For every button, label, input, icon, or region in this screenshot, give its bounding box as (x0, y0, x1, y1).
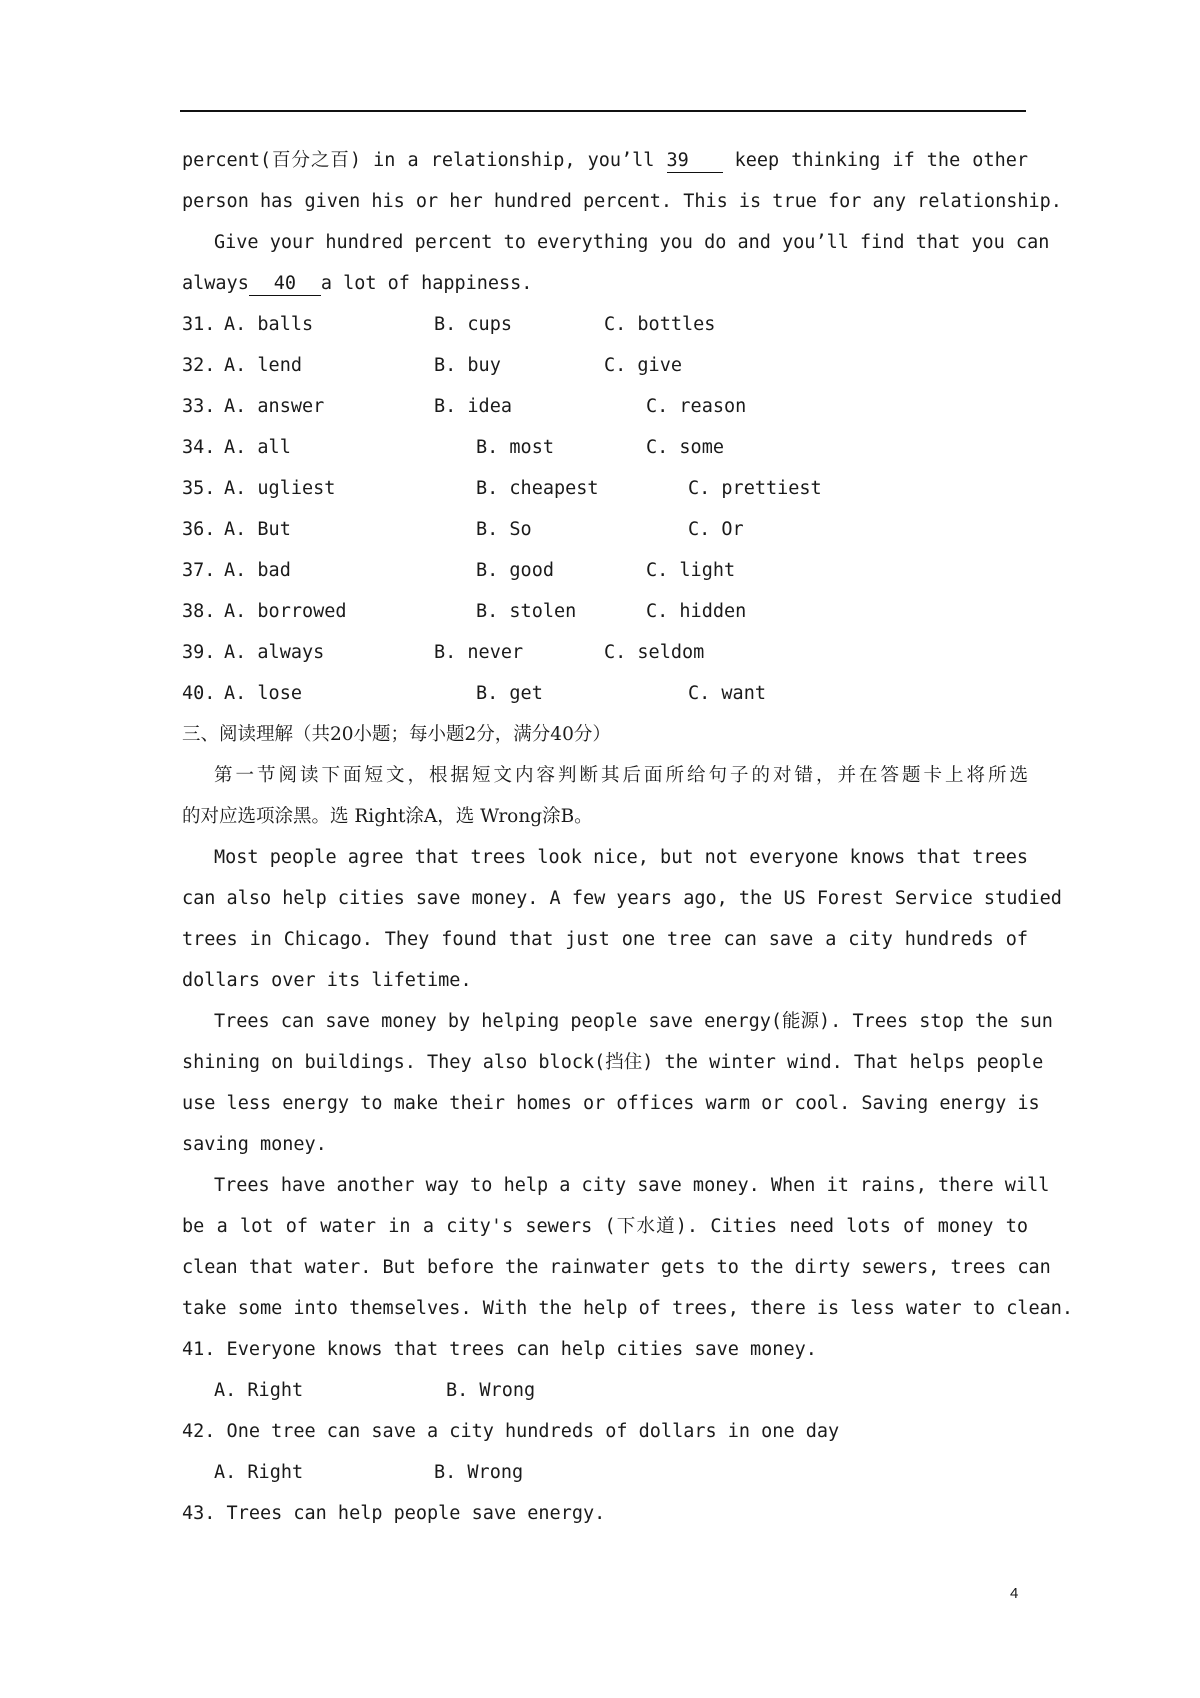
reading-p3-line: take some into themselves. With the help of trees, there is less water to clean. (182, 1298, 1074, 1319)
question-number: 37. (182, 560, 216, 581)
reading-p2-line: use less energy to make their homes or offices warm or cool. Saving energy is (182, 1093, 1040, 1114)
tf-question-42: 42. One tree can save a city hundreds of dollars in one day (182, 1421, 840, 1442)
passage-text: always (182, 273, 249, 294)
passage-line-1 (182, 140, 1028, 181)
reading-p2-line: shining on buildings. They also block(挡住) the winter wind. That helps people (182, 1052, 1044, 1073)
reading-p2-line: saving money. (182, 1134, 327, 1155)
reading-p1-line: dollars over its lifetime. (182, 970, 472, 991)
option-b: B. So (476, 519, 532, 540)
question-number: 32. (182, 355, 216, 376)
option-a: A. all (224, 437, 291, 458)
option-b: B. good (476, 560, 554, 581)
option-a: A. lend (224, 355, 302, 376)
passage-line-3: Give your hundred percent to everything you do and you’ll find that you can (214, 232, 1050, 253)
option-c: C. hidden (646, 601, 747, 622)
reading-p3-line: be a lot of water in a city's sewers (下水道). Cities need lots of money to (182, 1216, 1028, 1237)
option-b: B. never (434, 642, 524, 663)
question-number: 39. (182, 642, 216, 663)
option-b: B. get (476, 683, 543, 704)
passage-text: a lot of happiness. (320, 273, 533, 294)
option-a: A. bad (224, 560, 291, 581)
option-c: C. want (688, 683, 766, 704)
option-c: C. Or (688, 519, 744, 540)
option-b: B. buy (434, 355, 501, 376)
section-heading: 三、阅读理解（共20小题；每小题2分，满分40分） (182, 724, 611, 745)
question-number: 33. (182, 396, 216, 417)
question-number: 31. (182, 314, 216, 335)
option-a: A. answer (224, 396, 325, 417)
tf-question-43: 43. Trees can help people save energy. (182, 1503, 606, 1524)
reading-p1-line: trees in Chicago. They found that just one tree can save a city hundreds of (182, 929, 1028, 950)
tf-option-b: B. Wrong (446, 1380, 536, 1401)
reading-p3-line: clean that water. But before the rainwater gets to the dirty sewers, trees can (182, 1257, 1051, 1278)
option-b: B. cheapest (476, 478, 599, 499)
reading-p2-line: Trees can save money by helping people save energy(能源). Trees stop the sun (214, 1011, 1053, 1032)
option-b: B. cups (434, 314, 512, 335)
passage-text: keep thinking if the other (722, 150, 1028, 171)
option-a: A. balls (224, 314, 314, 335)
option-c: C. prettiest (688, 478, 822, 499)
reading-p1-line: Most people agree that trees look nice, but not everyone knows that trees (214, 847, 1028, 868)
reading-p3-line: Trees have another way to help a city save money. When it rains, there will (214, 1175, 1050, 1196)
option-b: B. stolen (476, 601, 577, 622)
header-rule (180, 110, 1026, 112)
section-instruction-2: 的对应选项涂黑。选 Right涂A，选 Wrong涂B。 (182, 806, 593, 827)
option-b: B. idea (434, 396, 512, 417)
option-a: A. lose (224, 683, 302, 704)
passage-line-2: person has given his or her hundred percent. This is true for any relationship. (182, 191, 1062, 212)
passage-line-4 (182, 263, 1028, 304)
question-number: 36. (182, 519, 216, 540)
blank-40: 40 (249, 273, 321, 296)
blank-39: 39 (667, 150, 723, 173)
option-c: C. bottles (604, 314, 716, 335)
page-number: 4 (1010, 1585, 1019, 1602)
option-a: A. borrowed (224, 601, 347, 622)
option-c: C. give (604, 355, 682, 376)
option-c: C. some (646, 437, 724, 458)
question-number: 38. (182, 601, 216, 622)
option-b: B. most (476, 437, 554, 458)
question-number: 34. (182, 437, 216, 458)
tf-option-b: B. Wrong (434, 1462, 524, 1483)
option-a: A. always (224, 642, 325, 663)
reading-p1-line: can also help cities save money. A few years ago, the US Forest Service studied (182, 888, 1062, 909)
option-a: A. ugliest (224, 478, 336, 499)
question-number: 40. (182, 683, 216, 704)
option-c: C. light (646, 560, 736, 581)
section-instruction-1: 第一节阅读下面短文，根据短文内容判断其后面所给句子的对错，并在答题卡上将所选 (214, 765, 1028, 786)
question-number: 35. (182, 478, 216, 499)
tf-option-a: A. Right (214, 1380, 304, 1401)
option-a: A. But (224, 519, 291, 540)
tf-option-a: A. Right (214, 1462, 304, 1483)
passage-text: percent(百分之百) in a relationship, you’ll (182, 150, 667, 171)
option-c: C. seldom (604, 642, 705, 663)
option-c: C. reason (646, 396, 747, 417)
tf-question-41: 41. Everyone knows that trees can help cities save money. (182, 1339, 817, 1360)
